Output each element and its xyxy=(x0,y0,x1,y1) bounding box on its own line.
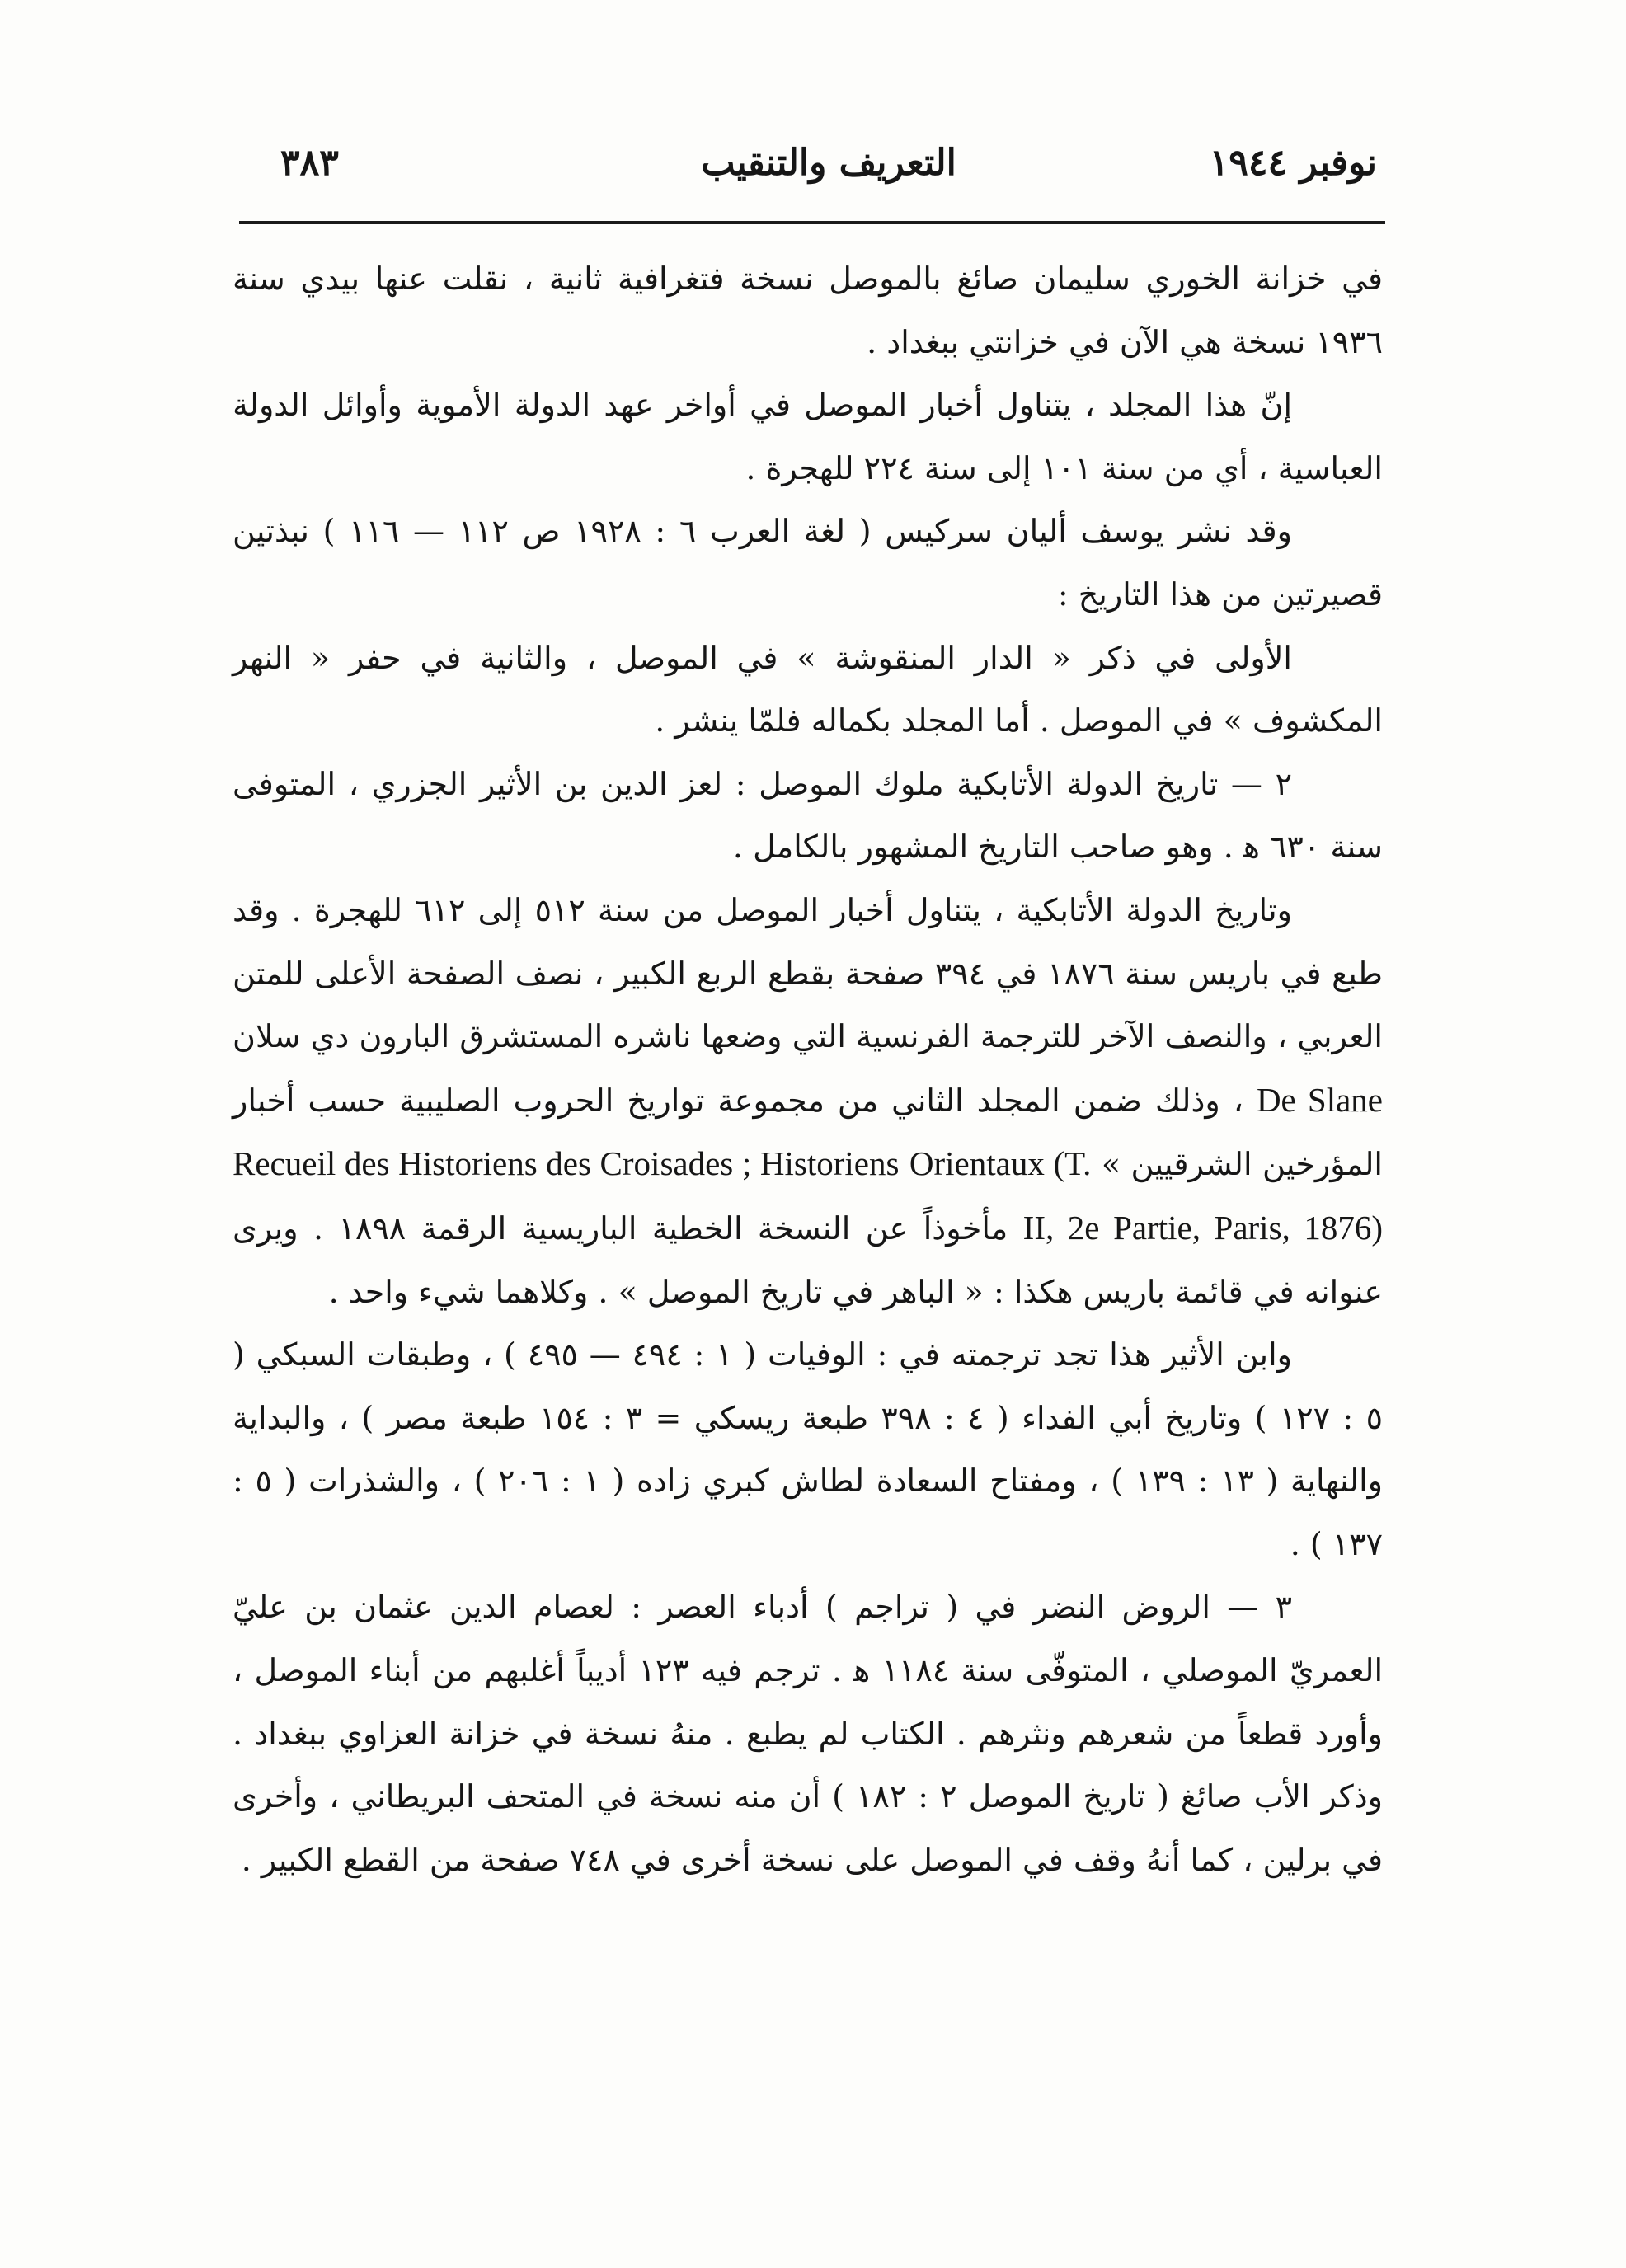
paragraph-4: الأولى في ذكر « الدار المنقوشة » في الموصل ، والثانية في حفر « النهر المكشوف » في الموصل . أما المجلد بكماله فلمّا ينشر . xyxy=(233,639,1383,740)
paragraph-3: وقد نشر يوسف أليان سركيس ( لغة العرب ٦ : ١٩٢٨ ص ١١٢ — ١١٦ ) نبذتين قصيرتين من هذا التاريخ : xyxy=(233,513,1383,613)
header-date: نوفبر ١٩٤٤ xyxy=(1209,142,1377,184)
paragraph-1: في خزانة الخوري سليمان صائغ بالموصل نسخة فتغرافية ثانية ، نقلت عنها بيدي سنة ١٩٣٦ نسخة هي الآن في خزانتي ببغداد . xyxy=(233,261,1383,360)
latin-name-de-slane: De Slane xyxy=(1256,1080,1383,1119)
paragraph-6-end: مأخوذاً عن النسخة الخطية الباريسية الرقمة ١٨٩٨ . ويرى عنوانه في قائمة باريس هكذا : « الباهر في تاريخ الموصل » . وكلاهما شيء واحد . xyxy=(233,1209,1383,1310)
header-title: التعريف والتنقيب xyxy=(701,142,956,184)
paragraph-6 xyxy=(233,879,1383,1323)
paragraph-8: ٣ — الروض النضر في ( تراجم ) أدباء العصر : لعصام الدين عثمان بن عليّ العمريّ الموصلي ، المتوفّى سنة ١١٨٤ ﻫ . ترجم فيه ١٢٣ أديباً أغلبهم من أبناء الموصل ، وأورد قطعاً من شعرهم ونثرهم . الكتاب لم يطبع . منهُ نسخة في خزانة العزاوي ببغداد . وذكر الأب صائغ ( تاريخ الموصل ٢ : ١٨٢ ) أن منه نسخة في المتحف البريطاني ، وأخرى في برلين ، كما أنهُ وقف في الموصل على نسخة أخرى في ٧٤٨ صفحة من القطع الكبير . xyxy=(233,1589,1384,1878)
paragraph-7: وابن الأثير هذا تجد ترجمته في : الوفيات ( ١ : ٤٩٤ — ٤٩٥ ) ، وطبقات السبكي ( ٥ : ١٢٧ ) وتاريخ أبي الفداء ( ٤ : ٣٩٨ طبعة ريسكي = ٣ : ١٥٤ طبعة مصر ) ، والبداية والنهاية ( ١٣ : ١٣٩ ) ، ومفتاح السعادة لطاش كبري زاده ( ١ : ٢٠٦ ) ، والشذرات ( ٥ : ١٣٧ ) . xyxy=(233,1336,1384,1562)
latin-series-title: Recueil des Historiens des Croisades ; Historiens xyxy=(233,1144,900,1183)
latin-series-volume: Orientaux (T. II, 2e Partie, Paris, 1876) xyxy=(909,1144,1384,1247)
running-header xyxy=(280,139,1377,196)
paragraph-6-continued: ، وذلك ضمن المجلد الثاني من مجموعة تواريخ الحروب الصليبية حسب أخبار المؤرخين الشرقيين » xyxy=(233,1082,1383,1183)
page-number: ٣٨٣ xyxy=(280,142,339,184)
paragraph-2: إنّ هذا المجلد ، يتناول أخبار الموصل في أواخر عهد الدولة الأموية وأوائل الدولة العباسية ، أي من سنة ١٠١ إلى سنة ٢٢٤ للهجرة . xyxy=(233,387,1383,486)
header-rule xyxy=(239,221,1385,224)
paragraph-5: ٢ — تاريخ الدولة الأتابكية ملوك الموصل : لعز الدين بن الأثير الجزري ، المتوفى سنة ٦٣٠ ﻫ . وهو صاحب التاريخ المشهور بالكامل . xyxy=(233,765,1383,866)
page-body xyxy=(233,247,1383,1891)
paragraph-6-text: وتاريخ الدولة الأتابكية ، يتناول أخبار الموصل من سنة ٥١٢ إلى ٦١٢ للهجرة . وقد طبع في باريس سنة ١٨٧٦ في ٣٩٤ صفحة بقطع الربع الكبير ، نصف الصفحة الأعلى للمتن العربي ، والنصف الآخر للترجمة الفرنسية التي وضعها ناشره المستشرق البارون دي سلان xyxy=(233,891,1384,1055)
